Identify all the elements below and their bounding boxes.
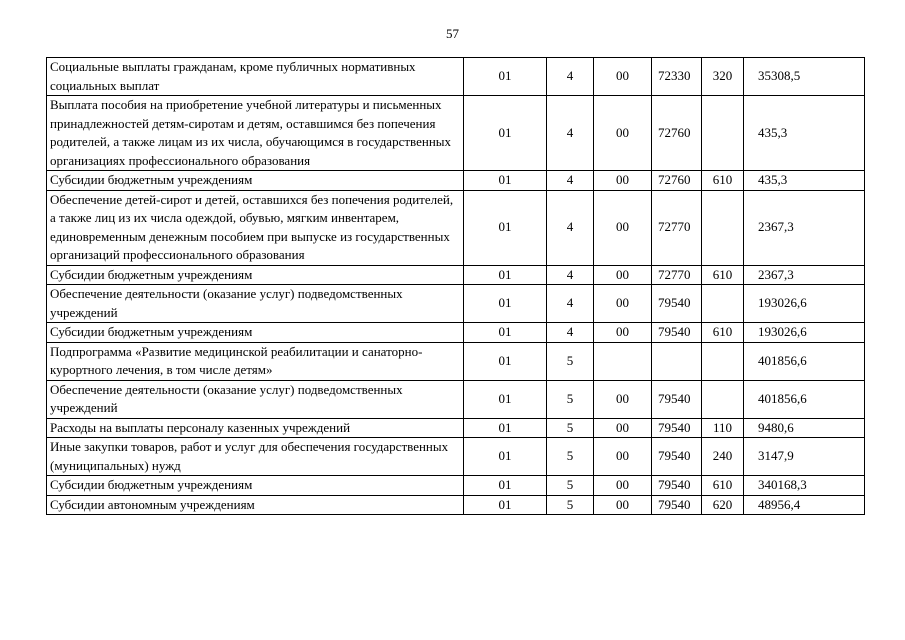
budget-table <box>46 57 865 515</box>
amount: 2367,3 <box>744 265 865 285</box>
amount: 435,3 <box>744 96 865 171</box>
expense-type-code: 110 <box>702 418 744 438</box>
table-row <box>47 495 865 515</box>
subsection-code: 5 <box>547 418 594 438</box>
program-code <box>594 342 652 380</box>
section-code: 01 <box>464 58 547 96</box>
section-code: 01 <box>464 285 547 323</box>
table-row <box>47 380 865 418</box>
section-code: 01 <box>464 323 547 343</box>
expense-type-code <box>702 380 744 418</box>
program-code: 00 <box>594 285 652 323</box>
row-description: Субсидии бюджетным учреждениям <box>47 171 464 191</box>
subsection-code: 5 <box>547 342 594 380</box>
target-article-code: 79540 <box>652 418 702 438</box>
amount: 193026,6 <box>744 285 865 323</box>
expense-type-code: 610 <box>702 323 744 343</box>
row-description: Социальные выплаты гражданам, кроме публичных нормативных социальных выплат <box>47 58 464 96</box>
table-row <box>47 418 865 438</box>
target-article-code: 72760 <box>652 96 702 171</box>
program-code: 00 <box>594 495 652 515</box>
section-code: 01 <box>464 342 547 380</box>
subsection-code: 4 <box>547 190 594 265</box>
expense-type-code: 320 <box>702 58 744 96</box>
row-description: Расходы на выплаты персоналу казенных учреждений <box>47 418 464 438</box>
target-article-code: 79540 <box>652 380 702 418</box>
subsection-code: 5 <box>547 380 594 418</box>
subsection-code: 5 <box>547 495 594 515</box>
amount: 340168,3 <box>744 476 865 496</box>
section-code: 01 <box>464 265 547 285</box>
program-code: 00 <box>594 323 652 343</box>
subsection-code: 4 <box>547 323 594 343</box>
table-row <box>47 323 865 343</box>
program-code: 00 <box>594 171 652 191</box>
row-description: Обеспечение деятельности (оказание услуг) подведомственных учреждений <box>47 380 464 418</box>
expense-type-code: 620 <box>702 495 744 515</box>
subsection-code: 4 <box>547 265 594 285</box>
expense-type-code: 240 <box>702 438 744 476</box>
program-code: 00 <box>594 265 652 285</box>
row-description: Субсидии автономным учреждениям <box>47 495 464 515</box>
target-article-code: 72770 <box>652 190 702 265</box>
expense-type-code <box>702 96 744 171</box>
target-article-code: 79540 <box>652 476 702 496</box>
section-code: 01 <box>464 476 547 496</box>
row-description: Обеспечение деятельности (оказание услуг) подведомственных учреждений <box>47 285 464 323</box>
section-code: 01 <box>464 438 547 476</box>
target-article-code: 72330 <box>652 58 702 96</box>
table-row <box>47 476 865 496</box>
amount: 3147,9 <box>744 438 865 476</box>
target-article-code: 79540 <box>652 438 702 476</box>
target-article-code: 79540 <box>652 323 702 343</box>
program-code: 00 <box>594 190 652 265</box>
amount: 193026,6 <box>744 323 865 343</box>
amount: 435,3 <box>744 171 865 191</box>
amount: 9480,6 <box>744 418 865 438</box>
page-number: 57 <box>446 26 459 41</box>
section-code: 01 <box>464 495 547 515</box>
program-code: 00 <box>594 380 652 418</box>
expense-type-code <box>702 342 744 380</box>
amount: 48956,4 <box>744 495 865 515</box>
expense-type-code: 610 <box>702 476 744 496</box>
program-code: 00 <box>594 96 652 171</box>
program-code: 00 <box>594 58 652 96</box>
section-code: 01 <box>464 190 547 265</box>
expense-type-code <box>702 190 744 265</box>
section-code: 01 <box>464 380 547 418</box>
row-description: Подпрограмма «Развитие медицинской реабилитации и санаторно-курортного лечения, в том числе детям» <box>47 342 464 380</box>
table-body <box>47 58 865 515</box>
expense-type-code <box>702 285 744 323</box>
subsection-code: 4 <box>547 171 594 191</box>
subsection-code: 5 <box>547 476 594 496</box>
table-row <box>47 438 865 476</box>
table-row <box>47 285 865 323</box>
row-description: Субсидии бюджетным учреждениям <box>47 476 464 496</box>
program-code: 00 <box>594 476 652 496</box>
subsection-code: 4 <box>547 96 594 171</box>
amount: 35308,5 <box>744 58 865 96</box>
amount: 401856,6 <box>744 380 865 418</box>
subsection-code: 4 <box>547 285 594 323</box>
program-code: 00 <box>594 438 652 476</box>
table-row <box>47 342 865 380</box>
section-code: 01 <box>464 96 547 171</box>
row-description: Субсидии бюджетным учреждениям <box>47 265 464 285</box>
target-article-code: 72760 <box>652 171 702 191</box>
program-code: 00 <box>594 418 652 438</box>
row-description: Обеспечение детей-сирот и детей, оставшихся без попечения родителей, а также лиц из их числа одеждой, обувью, мягким инвентарем, единовременным денежным пособием при выпуске из государственных организаций профессионального образования <box>47 190 464 265</box>
target-article-code: 79540 <box>652 285 702 323</box>
row-description: Иные закупки товаров, работ и услуг для обеспечения государственных (муниципальных) нужд <box>47 438 464 476</box>
row-description: Выплата пособия на приобретение учебной литературы и письменных принадлежностей детям-сиротам и детям, оставшимся без попечения родителей, а также лицам из их числа, обучающимся в государственных организациях профессионального образования <box>47 96 464 171</box>
table-row <box>47 190 865 265</box>
table-row <box>47 58 865 96</box>
amount: 401856,6 <box>744 342 865 380</box>
expense-type-code: 610 <box>702 171 744 191</box>
target-article-code: 79540 <box>652 495 702 515</box>
table-row <box>47 96 865 171</box>
table-row <box>47 265 865 285</box>
target-article-code <box>652 342 702 380</box>
expense-type-code: 610 <box>702 265 744 285</box>
table-row <box>47 171 865 191</box>
subsection-code: 4 <box>547 58 594 96</box>
section-code: 01 <box>464 418 547 438</box>
subsection-code: 5 <box>547 438 594 476</box>
section-code: 01 <box>464 171 547 191</box>
target-article-code: 72770 <box>652 265 702 285</box>
row-description: Субсидии бюджетным учреждениям <box>47 323 464 343</box>
amount: 2367,3 <box>744 190 865 265</box>
